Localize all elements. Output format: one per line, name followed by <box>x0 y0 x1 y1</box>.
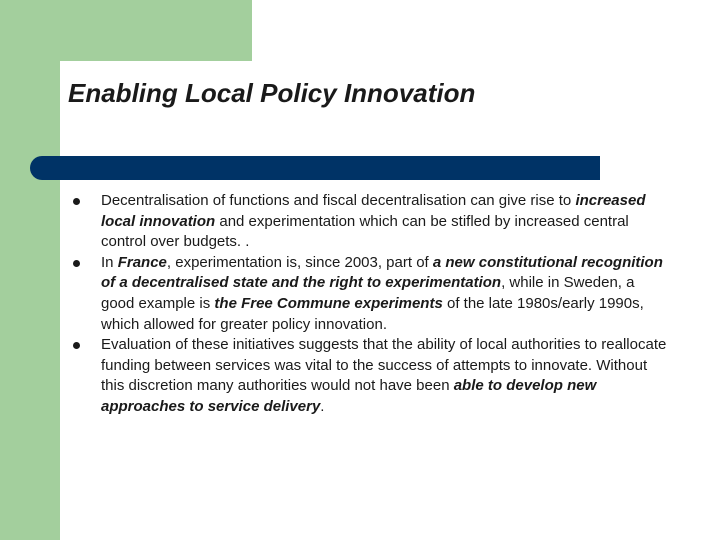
slide-title: Enabling Local Policy Innovation <box>68 78 476 108</box>
bullet-emphasis: a new constitutional recognition of a decentralised state and the right to experimentation <box>101 253 663 292</box>
bullet-dot-icon <box>73 198 80 205</box>
bullet-dot-icon <box>73 260 80 267</box>
bullet-item-decentralisation <box>70 191 670 253</box>
green-side-strip <box>0 0 60 540</box>
bullet-emphasis: France <box>117 253 167 271</box>
bullet-text: Evaluation of these initiatives suggests that the ability of local authorities to reallocate funding between services was vital to the success of attempts to innovate. Without this discretion many authorities would not have been <box>101 336 667 395</box>
bullet-text: Decentralisation of functions and fiscal decentralisation can give rise to <box>101 192 576 209</box>
bullet-text: In <box>101 253 118 271</box>
bullet-text: , while in Sweden, a good example is <box>101 274 635 312</box>
bullet-text: . <box>320 397 325 415</box>
green-corner-block <box>0 0 252 61</box>
bullet-emphasis: increased local innovation <box>101 192 646 230</box>
bullet-text: , experimentation is, since 2003, part of <box>166 253 433 271</box>
bullet-emphasis: able to develop new approaches to service delivery <box>101 377 597 415</box>
bullet-dot-icon <box>73 342 80 349</box>
bullet-text: and experimentation which can be stifled by increased central control over budgets. . <box>101 212 629 251</box>
bullet-item-france <box>70 253 670 335</box>
title-divider-bar <box>30 156 600 180</box>
bullet-list <box>70 191 670 418</box>
bullet-text: of the late 1980s/early 1990s, which allowed for greater policy innovation. <box>101 294 644 333</box>
bullet-item-evaluation <box>70 335 670 417</box>
bullet-emphasis: the Free Commune experiments <box>214 294 443 312</box>
